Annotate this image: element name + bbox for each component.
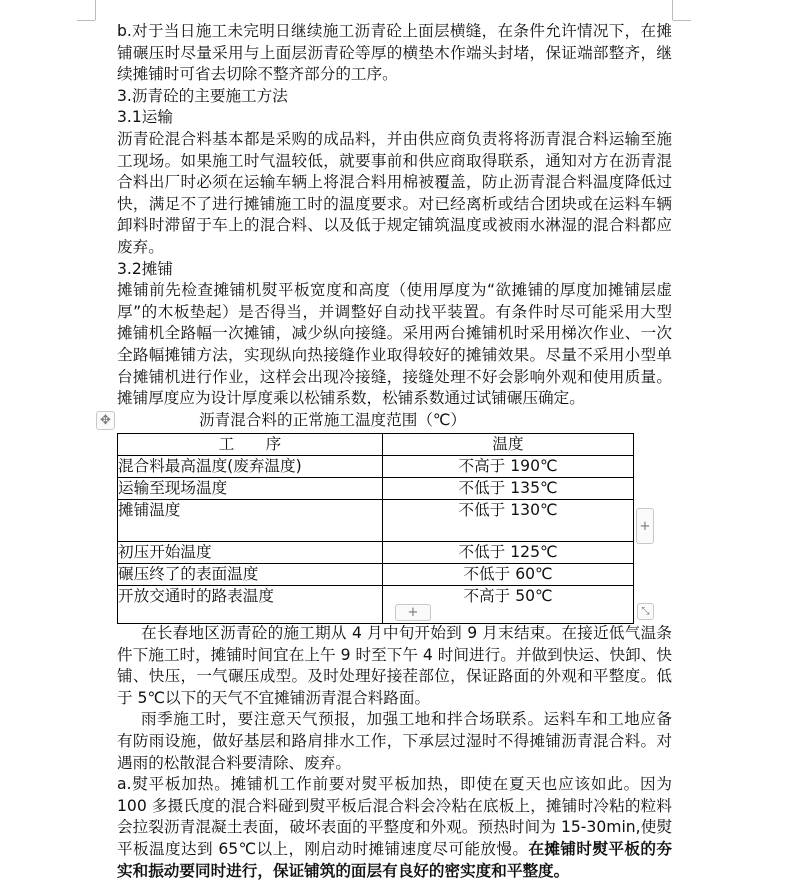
text-run: 件下施工时，摊铺时间宜在上午 9 时至下午 4 时间进行。并做到快运、快卸、快 <box>117 645 672 664</box>
text-line <box>117 194 672 216</box>
text-line <box>117 623 672 645</box>
text-line <box>117 645 672 667</box>
text-run: 全路幅摊铺方法，实现纵向热接缝作业取得较好的摊铺效果。尽量不采用小型单 <box>117 345 672 364</box>
text-run: 3.沥青砼的主要施工方法 <box>117 86 288 105</box>
text-run: a.熨平板加热。摊铺机工作前要对熨平板加热，即使在夏天也应该如此。因为 <box>117 775 672 794</box>
text-line <box>117 237 672 259</box>
temperature-cell[interactable]: 不高于 50℃ <box>383 586 634 624</box>
table-row <box>118 586 634 624</box>
text-line <box>117 688 672 710</box>
text-line <box>117 731 672 753</box>
process-cell[interactable]: 运输至现场温度 <box>118 478 383 500</box>
add-column-button[interactable] <box>636 508 654 544</box>
text-line <box>117 107 672 129</box>
text-run: 合料出厂时必须在运输车辆上将混合料用棉被覆盖，防止沥青混合料温度降低过 <box>117 173 672 192</box>
text-run: 铺碾压时尽量采用与上面层沥青砼等厚的横垫木作端头封堵，保证端部整齐，继 <box>117 43 672 62</box>
temperature-cell[interactable]: 不高于 190℃ <box>383 456 634 478</box>
text-line <box>117 172 672 194</box>
text-line <box>117 709 672 731</box>
table-row <box>118 564 634 586</box>
temperature-cell[interactable]: 不低于 125℃ <box>383 542 634 564</box>
text-run: 卸料时滞留于车上的混合料、以及低于规定铺筑温度或被雨水淋湿的混合料都应 <box>117 216 672 235</box>
table-header-row <box>118 434 634 456</box>
text-line <box>117 86 672 108</box>
table-row <box>118 542 634 564</box>
text-run: 3.1运输 <box>117 108 173 127</box>
temperature-table[interactable] <box>117 433 634 624</box>
text-run: 厚”的木板垫起）是否得当，并调整好自动找平装置。有条件时尽可能采用大型 <box>117 302 672 321</box>
text-run: b.对于当日施工未完明日继续施工沥青砼上面层横缝，在条件允许情况下，在摊 <box>117 22 672 40</box>
text-line <box>117 151 672 173</box>
text-run: 摊铺前先检查摊铺机熨平板宽度和高度（使用厚度为“欲摊铺的厚度加摊铺层虚 <box>117 281 672 300</box>
header-process: 工 序 <box>118 434 383 456</box>
text-line <box>117 129 672 151</box>
text-run: 会拉裂沥青混凝土表面，破坏表面的平整度和外观。预热时间为 15-30min,使熨 <box>117 818 672 837</box>
process-cell[interactable]: 初压开始温度 <box>118 542 383 564</box>
plus-icon: + <box>407 605 419 620</box>
text-run: 快，满足不了进行摊铺施工时的温度要求。对已经离析或结合团块或在运料车辆 <box>117 194 672 213</box>
table-caption: 沥青混合料的正常施工温度范围（℃） <box>199 411 467 429</box>
table-move-icon[interactable]: ✥ <box>96 411 115 430</box>
text-line <box>117 367 672 389</box>
text-run: 平板温度达到 65℃以上，刚启动时摊铺速度尽可能放慢。 <box>117 839 529 858</box>
text-run: 有防雨设施，做好基层和路肩排水工作，下承层过湿时不得摊铺沥青混合料。对 <box>117 731 672 750</box>
text-run: 于 5℃以下的天气不宜摊铺沥青混合料路面。 <box>117 688 431 707</box>
margin-mark-right <box>672 0 673 20</box>
process-cell[interactable]: 碾压终了的表面温度 <box>118 564 383 586</box>
margin-mark-right-h <box>673 20 691 21</box>
table-row <box>118 478 634 500</box>
text-run: 台摊铺机进行作业，这样会出现冷接缝，接缝处理不好会影响外观和使用质量。 <box>117 367 672 386</box>
table-row <box>118 456 634 478</box>
text-run: 摊铺厚度应为设计厚度乘以松铺系数，松铺系数通过试铺碾压确定。 <box>117 389 585 408</box>
document-body-bottom[interactable] <box>117 623 672 882</box>
text-run: 100 多摄氏度的混合料碰到熨平板后混合料会冷粘在底板上，摊铺时冷粘的粒料 <box>117 796 672 815</box>
temperature-cell[interactable]: 不低于 130℃ <box>383 500 634 542</box>
text-run: 续摊铺时可省去切除不整齐部分的工序。 <box>117 65 398 84</box>
text-run: 3.2摊铺 <box>117 259 173 278</box>
text-line <box>117 21 672 43</box>
text-run: 在长春地区沥青砼的施工期从 4 月中旬开始到 9 月末结束。在接近低气温条 <box>141 624 672 642</box>
bold-text-run: 在摊铺时熨平板的夯 <box>528 839 672 858</box>
header-temperature: 温度 <box>383 434 634 456</box>
text-run: 工现场。如果施工时气温较低，就要事前和供应商取得联系，通知对方在沥青混 <box>117 151 672 170</box>
temperature-cell[interactable]: 不低于 60℃ <box>383 564 634 586</box>
process-cell[interactable]: 摊铺温度 <box>118 500 383 542</box>
text-line <box>117 839 672 861</box>
text-line <box>117 43 672 65</box>
table-caption-wrap <box>117 410 672 430</box>
text-line <box>117 861 672 882</box>
text-line <box>117 64 672 86</box>
margin-mark-left <box>95 0 96 20</box>
table-resize-icon[interactable]: ⤡ <box>637 603 654 620</box>
text-line <box>117 323 672 345</box>
text-run: 遇雨的松散混合料要清除、废弃。 <box>117 753 351 772</box>
text-run: 铺、快压，一气碾压成型。及时处理好接茬部位，保证路面的外观和平整度。低 <box>117 667 672 686</box>
process-cell[interactable]: 开放交通时的路表温度 <box>118 586 383 624</box>
text-line <box>117 215 672 237</box>
text-line <box>117 280 672 302</box>
margin-mark-left-h <box>77 20 95 21</box>
text-line <box>117 345 672 367</box>
text-line <box>117 774 672 796</box>
text-line <box>117 817 672 839</box>
bold-text-run: 实和振动要同时进行，保证铺筑的面层有良好的密实度和平整度。 <box>117 861 570 880</box>
text-run: 雨季施工时，要注意天气预报，加强工地和拌合场联系。运料车和工地应备 <box>141 710 672 729</box>
table-row <box>118 500 634 542</box>
text-run: 废弃。 <box>117 237 164 256</box>
plus-icon: + <box>639 518 651 534</box>
document-body-top[interactable] <box>117 21 672 410</box>
add-row-button[interactable] <box>395 604 431 621</box>
text-run: 沥青砼混合料基本都是采购的成品料，并由供应商负责将将沥青混合料运输至施 <box>117 129 672 148</box>
text-line <box>117 259 672 281</box>
temperature-cell[interactable]: 不低于 135℃ <box>383 478 634 500</box>
text-line <box>117 666 672 688</box>
process-cell[interactable]: 混合料最高温度(废弃温度) <box>118 456 383 478</box>
text-run: 摊铺机全路幅一次摊铺，减少纵向接缝。采用两台摊铺机时采用梯次作业、一次 <box>117 324 672 343</box>
text-line <box>117 302 672 324</box>
text-line <box>117 796 672 818</box>
text-line <box>117 753 672 775</box>
text-line <box>117 388 672 410</box>
